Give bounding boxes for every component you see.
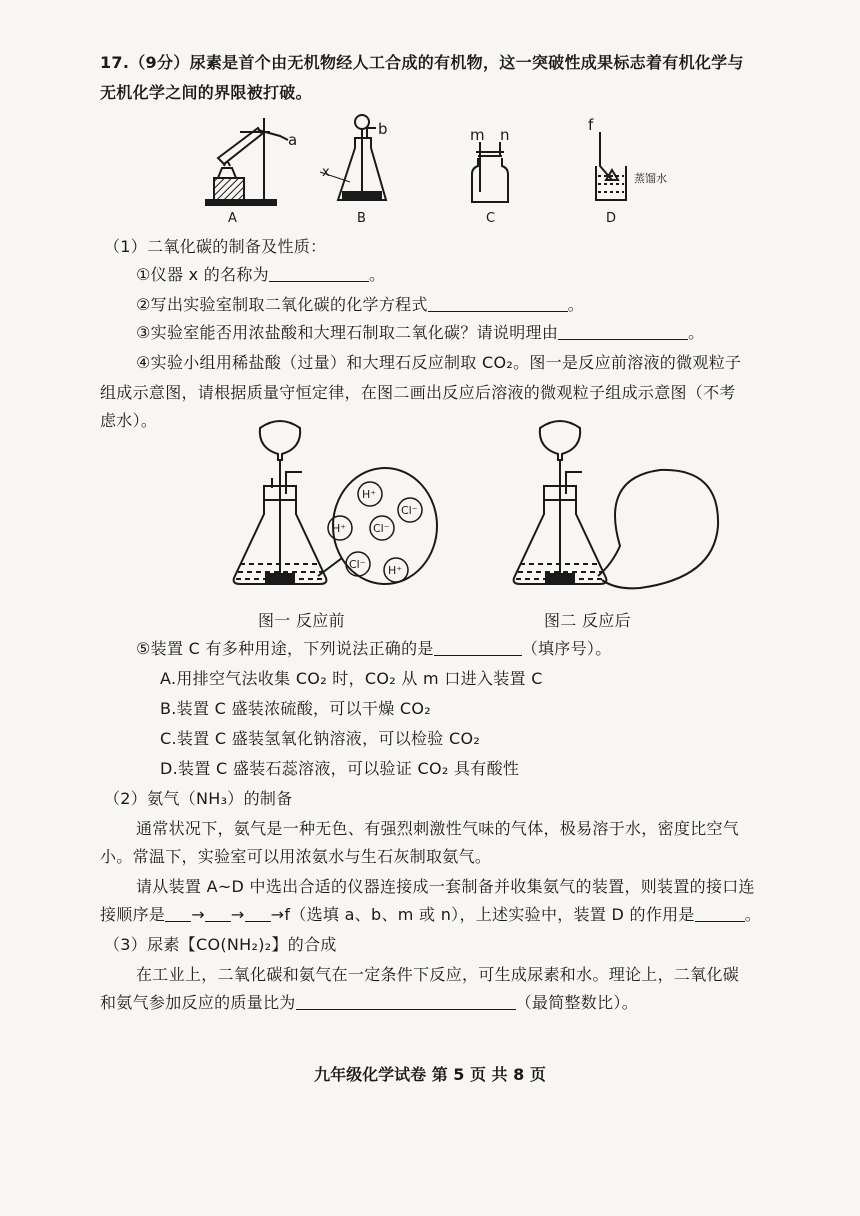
connection-order-text: 接顺序是 — [100, 905, 166, 924]
apparatus-C — [472, 142, 508, 202]
apparatus-B — [320, 115, 386, 200]
ion-label: H⁺ — [388, 564, 403, 577]
arrow: → — [191, 905, 205, 924]
part1-q3 — [136, 322, 704, 344]
part3-para-line2 — [100, 992, 638, 1014]
ion-particle — [398, 498, 422, 522]
ion-label: Cl⁻ — [349, 558, 366, 571]
q5-stem-text: ⑤装置 C 有多种用途，下列说法正确的是 — [136, 639, 434, 658]
port-n-label: n — [500, 126, 510, 144]
answer-blank[interactable] — [434, 639, 522, 656]
question-intro-line-1: 17.（9分）尿素是首个由无机物经人工合成的有机物，这一突破性成果标志着有机化学与 — [100, 53, 744, 72]
ion-particle — [384, 558, 408, 582]
ion-label: H⁺ — [332, 522, 347, 535]
answer-blank[interactable] — [165, 905, 191, 922]
port-f-label: f — [588, 116, 594, 134]
answer-blank[interactable] — [558, 323, 688, 340]
end-mark: 。 — [369, 265, 386, 284]
port-b-label: b — [378, 120, 388, 138]
end-mark: 。 — [688, 323, 705, 342]
mass-ratio-text: 和氨气参加反应的质量比为 — [100, 993, 296, 1012]
q5-option-D: D.装置 C 盛装石蕊溶液，可以验证 CO₂ 具有酸性 — [160, 759, 520, 778]
answer-blank[interactable] — [428, 295, 568, 312]
distilled-water-label: 蒸馏水 — [634, 172, 667, 185]
part1-q2 — [136, 294, 584, 316]
figure2-caption: 图二 反应后 — [544, 611, 631, 630]
end-mark: 。 — [744, 905, 762, 924]
arrow: → — [230, 905, 245, 924]
part1-heading: （1）二氧化碳的制备及性质： — [104, 237, 327, 256]
apparatus-A — [206, 118, 288, 205]
arrow: → — [270, 905, 285, 924]
part1-q3-text: ③实验室能否用浓盐酸和大理石制取二氧化碳？请说明理由 — [136, 323, 559, 342]
page-footer: 九年级化学试卷 第 5 页 共 8 页 — [314, 1065, 546, 1084]
part1-q1 — [136, 264, 385, 286]
part3-para-line1: 在工业上，二氧化碳和氨气在一定条件下反应，可生成尿素和水。理论上，二氧化碳 — [136, 965, 740, 984]
answer-blank[interactable] — [245, 905, 271, 922]
instrument-x-label: x — [322, 165, 330, 180]
answer-blank[interactable] — [695, 905, 745, 922]
part1-q4-line-2: 组成示意图，请根据质量守恒定律，在图二画出反应后溶液的微观粒子组成示意图（不考 — [100, 383, 736, 402]
q5-option-B: B.装置 C 盛装浓硫酸，可以干燥 CO₂ — [160, 699, 431, 718]
apparatus-C-label: C — [486, 211, 496, 226]
ion-label: Cl⁻ — [373, 522, 390, 535]
figure2-flask — [514, 421, 718, 588]
part1-q2-text: ②写出实验室制取二氧化碳的化学方程式 — [136, 295, 428, 314]
apparatus-A-label: A — [228, 211, 237, 226]
figure-reaction-diagrams — [220, 418, 730, 608]
ion-particle — [328, 516, 352, 540]
port-a-label: a — [288, 131, 298, 149]
ion-particle — [346, 552, 370, 576]
ion-label: H⁺ — [362, 488, 377, 501]
answer-blank[interactable] — [296, 993, 516, 1010]
apparatus-B-label: B — [357, 211, 366, 226]
port-m-label: m — [470, 126, 485, 144]
q5-stem-end: （填序号）。 — [521, 639, 612, 658]
part2-para2-line1: 请从装置 A~D 中选出合适的仪器连接成一套制备并收集氨气的装置，则装置的接口连 — [136, 877, 755, 896]
apparatus-D-label: D — [606, 211, 617, 226]
answer-blank[interactable] — [269, 265, 369, 282]
part2-para1-line2: 小。常温下，实验室可以用浓氨水与生石灰制取氨气。 — [100, 847, 492, 866]
q5-option-A: A.用排空气法收集 CO₂ 时，CO₂ 从 m 口进入装置 C — [160, 669, 543, 688]
connection-order-text-2: f（选填 a、b、m 或 n），上述实验中，装置 D 的作用是 — [284, 905, 695, 924]
part1-q5-stem — [136, 638, 612, 660]
part2-para2-line2 — [100, 904, 761, 926]
ion-particles — [328, 482, 422, 582]
q5-option-C: C.装置 C 盛装氢氧化钠溶液，可以检验 CO₂ — [160, 729, 481, 748]
question-intro-line-2: 无机化学之间的界限被打破。 — [100, 83, 312, 102]
figure1-caption: 图一 反应前 — [258, 611, 345, 630]
part1-q4-line-1: ④实验小组用稀盐酸（过量）和大理石反应制取 CO₂。图一是反应前溶液的微观粒子 — [136, 353, 742, 372]
figure1-flask — [234, 421, 437, 584]
ion-particle — [370, 516, 394, 540]
mass-ratio-end: （最简整数比）。 — [515, 993, 639, 1012]
ion-label: Cl⁻ — [401, 504, 418, 517]
part1-q4-line-3: 虑水）。 — [100, 411, 158, 430]
apparatus-D — [596, 132, 626, 200]
part3-heading: （3）尿素【CO(NH₂)₂】的合成 — [104, 935, 337, 954]
part1-q1-text: ①仪器 x 的名称为 — [136, 265, 269, 284]
ion-particle — [358, 482, 382, 506]
answer-blank[interactable] — [205, 905, 231, 922]
end-mark: 。 — [567, 295, 585, 314]
part2-para1-line1: 通常状况下，氨气是一种无色、有强烈刺激性气味的气体，极易溶于水，密度比空气 — [136, 819, 740, 838]
part2-heading: （2）氨气（NH₃）的制备 — [104, 789, 293, 808]
apparatus-diagram — [200, 110, 700, 225]
